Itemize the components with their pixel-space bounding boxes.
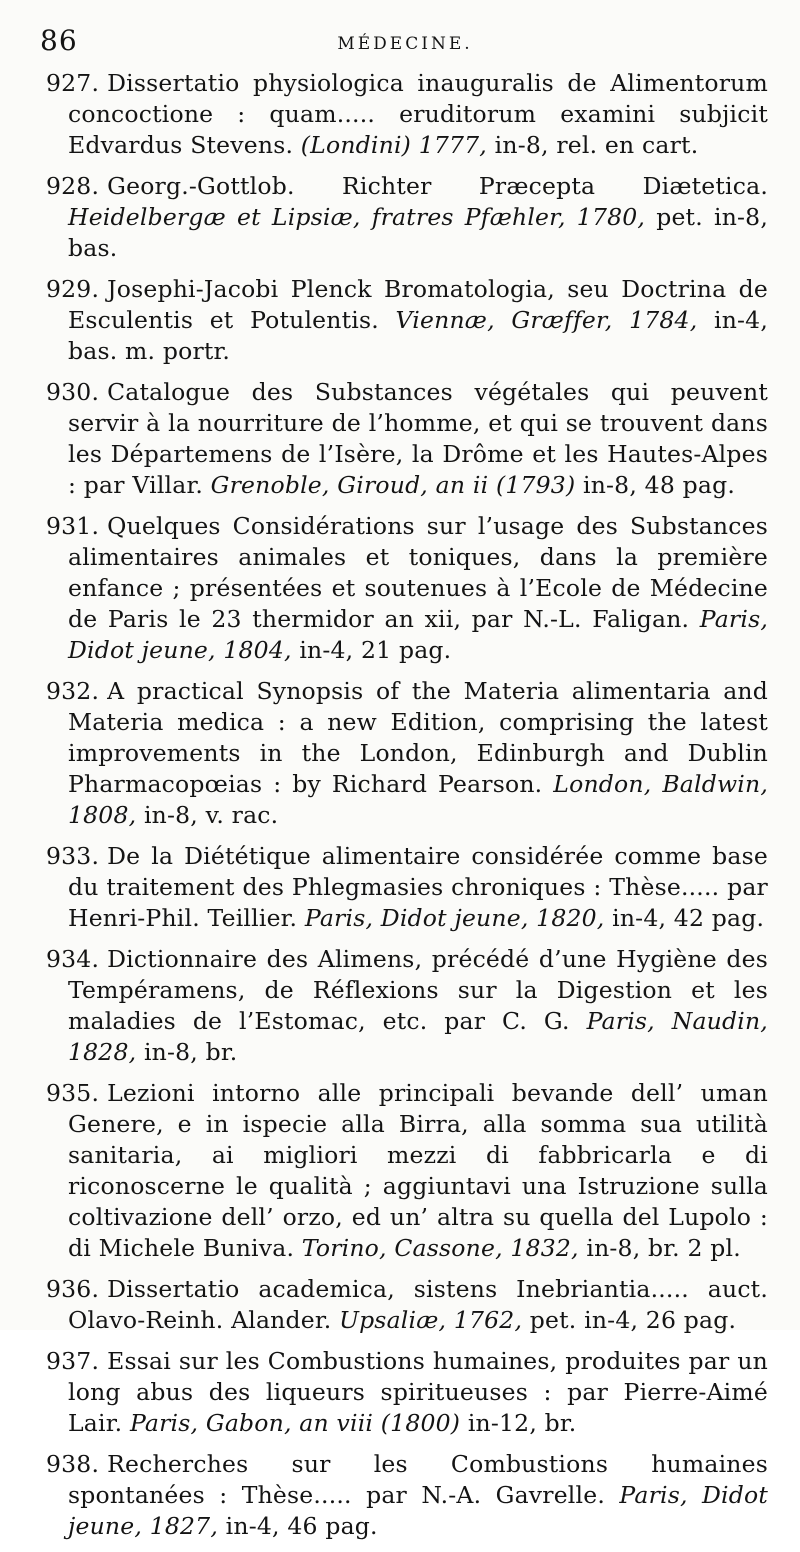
entry-number: 927. [46, 69, 100, 97]
catalogue-entry-938 [46, 1449, 768, 1542]
entry-text: Georg.-Gottlob. Richter Præcepta Diætetica. [107, 172, 768, 200]
entry-format: in-4, 21 pag. [291, 636, 452, 664]
catalogue-entry-929 [46, 274, 768, 367]
catalogue-entry-932 [46, 676, 768, 831]
entry-number: 928. [46, 172, 100, 200]
entry-text: A practical Synopsis of the Materia alimentaria and Materia medica : a new Edition, comprising the latest improvements in the London, Edinburgh and Dublin Pharmacopœias : by Richard Pearson. [68, 677, 768, 798]
entry-number: 933. [46, 842, 100, 870]
entry-text: Dissertatio academica, sistens Inebriantia..... auct. Olavo-Reinh. Alander. [68, 1275, 768, 1334]
entry-text: Quelques Considérations sur l’usage des Substances alimentaires animales et toniques, dans la première enfance ; présentées et soutenues à l’Ecole de Médecine de Paris le 23 thermidor an xii, par N.-L. Faligan. [68, 512, 768, 633]
entry-format: in-8, br. [136, 1038, 238, 1066]
entry-number: 936. [46, 1275, 100, 1303]
entry-number: 935. [46, 1079, 100, 1107]
entry-imprint: Heidelbergæ et Lipsiæ, fratres Pfæhler, 1780, [68, 203, 646, 231]
entry-imprint: (Londini) 1777, [300, 131, 487, 159]
catalogue-entry-934 [46, 944, 768, 1068]
entry-format: pet. in-8, bas. [68, 203, 768, 262]
entry-imprint: Paris, Didot jeune, 1820, [304, 904, 605, 932]
entry-format: in-12, br. [460, 1409, 577, 1437]
catalogue-entry-937 [46, 1346, 768, 1439]
entry-imprint: Paris, Gabon, an viii (1800) [129, 1409, 461, 1437]
catalogue-entry-933 [46, 841, 768, 934]
entry-format: pet. in-4, 26 pag. [522, 1306, 737, 1334]
entry-number: 932. [46, 677, 100, 705]
catalogue-entries [46, 68, 768, 1552]
entry-format: in-4, 42 pag. [604, 904, 765, 932]
entry-number: 938. [46, 1450, 100, 1478]
entry-format: in-8, v. rac. [136, 801, 279, 829]
entry-number: 930. [46, 378, 100, 406]
entry-number: 934. [46, 945, 100, 973]
entry-imprint: Paris, Naudin, 1828, [68, 1007, 768, 1066]
entry-imprint: Viennæ, Græffer, 1784, [395, 306, 698, 334]
entry-imprint: Upsaliæ, 1762, [339, 1306, 523, 1334]
entry-text: Dissertatio physiologica inauguralis de Alimentorum concoctione : quam..... eruditorum examini subjicit Edvardus Stevens. [68, 69, 768, 159]
entry-imprint: Paris, Didot jeune, 1827, [68, 1481, 769, 1540]
running-head: MÉDECINE. [337, 34, 473, 54]
entry-imprint: Grenoble, Giroud, an ii (1793) [210, 471, 576, 499]
entry-text: De la Diététique alimentaire considérée comme base du traitement des Phlegmasies chroniques : Thèse..... par Henri-Phil. Teillier. [68, 842, 768, 932]
catalogue-entry-928 [46, 171, 768, 264]
entry-format: in-8, 48 pag. [575, 471, 736, 499]
entry-format: in-4, bas. m. portr. [68, 306, 769, 365]
page-number: 86 [40, 24, 78, 57]
entry-format: in-4, 46 pag. [218, 1512, 378, 1540]
catalogue-entry-931 [46, 511, 768, 666]
entry-text: Essai sur les Combustions humaines, produites par un long abus des liqueurs spiritueuses : par Pierre-Aimé Lair. [68, 1347, 768, 1437]
entry-imprint: Paris, Didot jeune, 1804, [68, 605, 769, 664]
entry-text: Catalogue des Substances végétales qui peuvent servir à la nourriture de l’homme, et qui se trouvent dans les Départemens de l’Isère, la Drôme et les Hautes-Alpes : par Villar. [68, 378, 768, 499]
catalogue-entry-927 [46, 68, 768, 161]
entry-number: 931. [46, 512, 100, 540]
entry-imprint: Torino, Cassone, 1832, [301, 1234, 579, 1262]
entry-imprint: London, Baldwin, 1808, [68, 770, 768, 829]
entry-format: in-8, br. 2 pl. [578, 1234, 741, 1262]
entry-format: in-8, rel. en cart. [486, 131, 699, 159]
entry-text: Dictionnaire des Alimens, précédé d’une Hygiène des Tempéramens, de Réflexions sur la Digestion et les maladies de l’Estomac, etc. par C. G. [68, 945, 768, 1035]
entry-number: 937. [46, 1347, 100, 1375]
entry-number: 929. [46, 275, 100, 303]
entry-text: Lezioni intorno alle principali bevande dell’ uman Genere, e in ispecie alla Birra, alla somma sua utilità sanitaria, ai migliori mezzi di fabbricarla e di riconoscerne le qualità ; aggiuntavi una Istruzione sulla coltivazione dell’ orzo, ed un’ altra su quella del Lupolo : di Michele Buniva. [68, 1079, 768, 1262]
entry-text: Recherches sur les Combustions humaines spontanées : Thèse..... par N.-A. Gavrelle. [68, 1450, 768, 1509]
entry-text: Josephi-Jacobi Plenck Bromatologia, seu Doctrina de Esculentis et Potulentis. [68, 275, 768, 334]
page-header [40, 20, 770, 70]
catalogue-entry-935 [46, 1078, 768, 1264]
catalogue-entry-930 [46, 377, 768, 501]
catalogue-entry-936 [46, 1274, 768, 1336]
